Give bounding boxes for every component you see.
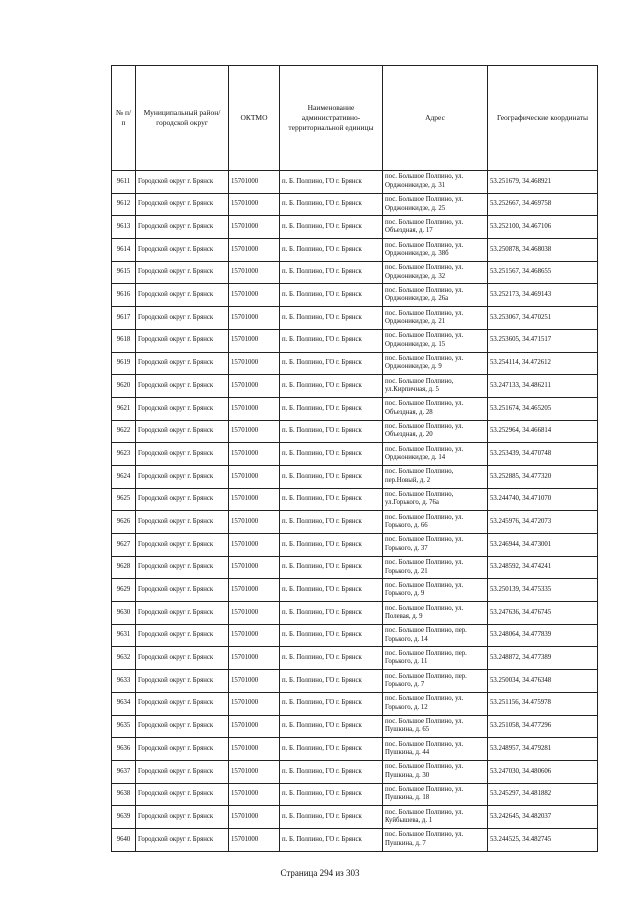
cell-district: Городской округ г. Брянск [136, 284, 229, 307]
table-row [112, 352, 598, 375]
cell-oktmo: 15701000 [229, 647, 280, 670]
cell-address: пос. Большое Полпино, ул. Орджоникидзе, д. 15 [383, 329, 488, 352]
cell-address: пос. Большое Полпино, ул. Объездная, д. 28 [383, 397, 488, 420]
cell-unit: п. Б. Полпино, ГО г. Брянск [280, 692, 383, 715]
table-row [112, 193, 598, 216]
cell-unit: п. Б. Полпино, ГО г. Брянск [280, 216, 383, 239]
cell-coords: 53.252964, 34.466814 [488, 420, 598, 443]
cell-coords: 53.250034, 34.476348 [488, 670, 598, 693]
cell-address: пос. Большое Полпино, ул. Пушкина, д. 44 [383, 738, 488, 761]
table-row [112, 738, 598, 761]
cell-num: 9615 [112, 261, 136, 284]
cell-district: Городской округ г. Брянск [136, 443, 229, 466]
cell-num: 9627 [112, 534, 136, 557]
cell-district: Городской округ г. Брянск [136, 602, 229, 625]
header-address: Адрес [383, 66, 488, 171]
cell-coords: 53.246944, 34.473001 [488, 534, 598, 557]
cell-district: Городской округ г. Брянск [136, 397, 229, 420]
table-row [112, 534, 598, 557]
cell-address: пос. Большое Полпино, ул. Горького, д. 9 [383, 579, 488, 602]
cell-address: пос. Большое Полпино, ул. Орджоникидзе, д. 14 [383, 443, 488, 466]
table-row [112, 239, 598, 262]
cell-coords: 53.253067, 34.470251 [488, 307, 598, 330]
cell-district: Городской округ г. Брянск [136, 488, 229, 511]
cell-district: Городской округ г. Брянск [136, 556, 229, 579]
cell-num: 9626 [112, 511, 136, 534]
cell-num: 9612 [112, 193, 136, 216]
cell-district: Городской округ г. Брянск [136, 511, 229, 534]
cell-address: пос. Большое Полпино, ул. Орджоникидзе, д. 26а [383, 284, 488, 307]
cell-oktmo: 15701000 [229, 760, 280, 783]
cell-num: 9630 [112, 602, 136, 625]
table-row [112, 216, 598, 239]
cell-oktmo: 15701000 [229, 465, 280, 488]
cell-district: Городской округ г. Брянск [136, 692, 229, 715]
table-row [112, 783, 598, 806]
cell-unit: п. Б. Полпино, ГО г. Брянск [280, 738, 383, 761]
table-row [112, 261, 598, 284]
cell-coords: 53.247636, 34.476745 [488, 602, 598, 625]
cell-unit: п. Б. Полпино, ГО г. Брянск [280, 488, 383, 511]
cell-oktmo: 15701000 [229, 511, 280, 534]
cell-address: пос. Большое Полпино, пер. Горького, д. 7 [383, 670, 488, 693]
cell-num: 9624 [112, 465, 136, 488]
cell-address: пос. Большое Полпино, пер. Горького, д. 14 [383, 624, 488, 647]
table-row [112, 806, 598, 829]
cell-num: 9635 [112, 715, 136, 738]
cell-coords: 53.251058, 34.477296 [488, 715, 598, 738]
cell-district: Городской округ г. Брянск [136, 579, 229, 602]
cell-address: пос. Большое Полпино, ул. Горького, д. 66 [383, 511, 488, 534]
cell-address: пос. Большое Полпино, ул. Горького, д. 21 [383, 556, 488, 579]
cell-coords: 53.252173, 34.469143 [488, 284, 598, 307]
cell-oktmo: 15701000 [229, 352, 280, 375]
cell-coords: 53.251567, 34.468655 [488, 261, 598, 284]
cell-unit: п. Б. Полпино, ГО г. Брянск [280, 534, 383, 557]
cell-oktmo: 15701000 [229, 261, 280, 284]
cell-district: Городской округ г. Брянск [136, 329, 229, 352]
cell-district: Городской округ г. Брянск [136, 465, 229, 488]
cell-address: пос. Большое Полпино, ул. Объездная, д. 20 [383, 420, 488, 443]
cell-unit: п. Б. Полпино, ГО г. Брянск [280, 397, 383, 420]
table-row [112, 579, 598, 602]
cell-district: Городской округ г. Брянск [136, 806, 229, 829]
table-row [112, 420, 598, 443]
cell-oktmo: 15701000 [229, 193, 280, 216]
cell-unit: п. Б. Полпино, ГО г. Брянск [280, 420, 383, 443]
cell-address: пос. Большое Полпино, ул. Объездная, д. 17 [383, 216, 488, 239]
header-unit: Наименование административно-территориальной единицы [280, 66, 383, 171]
cell-num: 9614 [112, 239, 136, 262]
cell-unit: п. Б. Полпино, ГО г. Брянск [280, 783, 383, 806]
cell-district: Городской округ г. Брянск [136, 352, 229, 375]
cell-unit: п. Б. Полпино, ГО г. Брянск [280, 670, 383, 693]
table-row [112, 488, 598, 511]
cell-num: 9631 [112, 624, 136, 647]
cell-address: пос. Большое Полпино, ул. Орджоникидзе, д. 25 [383, 193, 488, 216]
cell-num: 9623 [112, 443, 136, 466]
table-row [112, 602, 598, 625]
cell-oktmo: 15701000 [229, 783, 280, 806]
cell-num: 9621 [112, 397, 136, 420]
cell-oktmo: 15701000 [229, 375, 280, 398]
cell-oktmo: 15701000 [229, 579, 280, 602]
cell-oktmo: 15701000 [229, 624, 280, 647]
cell-district: Городской округ г. Брянск [136, 715, 229, 738]
cell-district: Городской округ г. Брянск [136, 239, 229, 262]
cell-unit: п. Б. Полпино, ГО г. Брянск [280, 329, 383, 352]
cell-unit: п. Б. Полпино, ГО г. Брянск [280, 760, 383, 783]
cell-coords: 53.245976, 34.472073 [488, 511, 598, 534]
header-oktmo: ОКТМО [229, 66, 280, 171]
table-row [112, 329, 598, 352]
header-coords: Географические координаты [488, 66, 598, 171]
cell-oktmo: 15701000 [229, 715, 280, 738]
table-row [112, 465, 598, 488]
page-number: Страница 294 из 303 [280, 868, 360, 878]
cell-address: пос. Большое Полпино, пер.Новый, д. 2 [383, 465, 488, 488]
cell-oktmo: 15701000 [229, 828, 280, 851]
registry-table [111, 65, 598, 852]
cell-address: пос. Большое Полпино, ул. Орджоникидзе, д. 9 [383, 352, 488, 375]
header-num: № п/п [112, 66, 136, 171]
table-row [112, 556, 598, 579]
cell-unit: п. Б. Полпино, ГО г. Брянск [280, 307, 383, 330]
cell-address: пос. Большое Полпино, ул. Пушкина, д. 65 [383, 715, 488, 738]
cell-district: Городской округ г. Брянск [136, 193, 229, 216]
cell-coords: 53.245297, 34.481882 [488, 783, 598, 806]
cell-district: Городской округ г. Брянск [136, 534, 229, 557]
header-district: Муниципальный район/городской округ [136, 66, 229, 171]
cell-num: 9629 [112, 579, 136, 602]
cell-num: 9618 [112, 329, 136, 352]
cell-oktmo: 15701000 [229, 443, 280, 466]
cell-coords: 53.248592, 34.474241 [488, 556, 598, 579]
cell-num: 9625 [112, 488, 136, 511]
cell-oktmo: 15701000 [229, 692, 280, 715]
cell-address: пос. Большое Полпино, ул. Куйбышева, д. 1 [383, 806, 488, 829]
cell-coords: 53.248957, 34.479281 [488, 738, 598, 761]
cell-unit: п. Б. Полпино, ГО г. Брянск [280, 239, 383, 262]
cell-coords: 53.242645, 34.482037 [488, 806, 598, 829]
cell-address: пос. Большое Полпино, ул. Пушкина, д. 7 [383, 828, 488, 851]
cell-oktmo: 15701000 [229, 806, 280, 829]
cell-address: пос. Большое Полпино, ул.Горького, д. 76а [383, 488, 488, 511]
cell-oktmo: 15701000 [229, 670, 280, 693]
cell-district: Городской округ г. Брянск [136, 828, 229, 851]
cell-unit: п. Б. Полпино, ГО г. Брянск [280, 465, 383, 488]
cell-unit: п. Б. Полпино, ГО г. Брянск [280, 511, 383, 534]
cell-address: пос. Большое Полпино, ул. Пушкина, д. 18 [383, 783, 488, 806]
cell-coords: 53.251674, 34.465205 [488, 397, 598, 420]
cell-oktmo: 15701000 [229, 307, 280, 330]
cell-unit: п. Б. Полпино, ГО г. Брянск [280, 556, 383, 579]
cell-unit: п. Б. Полпино, ГО г. Брянск [280, 647, 383, 670]
table-header [112, 66, 598, 171]
table-row [112, 828, 598, 851]
cell-district: Городской округ г. Брянск [136, 783, 229, 806]
table-row [112, 624, 598, 647]
cell-coords: 53.250139, 34.475335 [488, 579, 598, 602]
cell-unit: п. Б. Полпино, ГО г. Брянск [280, 715, 383, 738]
cell-unit: п. Б. Полпино, ГО г. Брянск [280, 261, 383, 284]
table-body [112, 171, 598, 852]
cell-district: Городской округ г. Брянск [136, 375, 229, 398]
cell-address: пос. Большое Полпино, ул. Горького, д. 37 [383, 534, 488, 557]
cell-coords: 53.252100, 34.467106 [488, 216, 598, 239]
cell-oktmo: 15701000 [229, 420, 280, 443]
cell-coords: 53.248872, 34.477389 [488, 647, 598, 670]
cell-district: Городской округ г. Брянск [136, 420, 229, 443]
cell-district: Городской округ г. Брянск [136, 216, 229, 239]
table-row [112, 307, 598, 330]
cell-coords: 53.253439, 34.470748 [488, 443, 598, 466]
cell-unit: п. Б. Полпино, ГО г. Брянск [280, 375, 383, 398]
table-row [112, 760, 598, 783]
cell-unit: п. Б. Полпино, ГО г. Брянск [280, 579, 383, 602]
cell-num: 9619 [112, 352, 136, 375]
table-row [112, 511, 598, 534]
cell-district: Городской округ г. Брянск [136, 738, 229, 761]
cell-num: 9637 [112, 760, 136, 783]
table-row [112, 284, 598, 307]
cell-district: Городской округ г. Брянск [136, 760, 229, 783]
cell-oktmo: 15701000 [229, 488, 280, 511]
cell-num: 9628 [112, 556, 136, 579]
cell-address: пос. Большое Полпино, ул. Пушкина, д. 30 [383, 760, 488, 783]
cell-unit: п. Б. Полпино, ГО г. Брянск [280, 193, 383, 216]
cell-coords: 53.252885, 34.477320 [488, 465, 598, 488]
cell-oktmo: 15701000 [229, 602, 280, 625]
table-row [112, 692, 598, 715]
cell-oktmo: 15701000 [229, 216, 280, 239]
cell-num: 9611 [112, 171, 136, 194]
cell-coords: 53.244525, 34.482745 [488, 828, 598, 851]
cell-num: 9622 [112, 420, 136, 443]
cell-unit: п. Б. Полпино, ГО г. Брянск [280, 624, 383, 647]
cell-num: 9638 [112, 783, 136, 806]
cell-unit: п. Б. Полпино, ГО г. Брянск [280, 171, 383, 194]
header-row [112, 66, 598, 171]
cell-district: Городской округ г. Брянск [136, 670, 229, 693]
cell-coords: 53.248064, 34.477839 [488, 624, 598, 647]
table-row [112, 715, 598, 738]
cell-address: пос. Большое Полпино, ул. Орджоникидзе, д. 32 [383, 261, 488, 284]
cell-address: пос. Большое Полпино, ул. Горького, д. 12 [383, 692, 488, 715]
cell-num: 9620 [112, 375, 136, 398]
cell-coords: 53.247030, 34.480606 [488, 760, 598, 783]
cell-unit: п. Б. Полпино, ГО г. Брянск [280, 352, 383, 375]
cell-oktmo: 15701000 [229, 738, 280, 761]
cell-coords: 53.250878, 34.468038 [488, 239, 598, 262]
cell-unit: п. Б. Полпино, ГО г. Брянск [280, 828, 383, 851]
cell-district: Городской округ г. Брянск [136, 261, 229, 284]
cell-unit: п. Б. Полпино, ГО г. Брянск [280, 443, 383, 466]
cell-num: 9632 [112, 647, 136, 670]
cell-district: Городской округ г. Брянск [136, 647, 229, 670]
table-row [112, 443, 598, 466]
cell-oktmo: 15701000 [229, 284, 280, 307]
cell-address: пос. Большое Полпино, ул. Орджоникидзе, д. 21 [383, 307, 488, 330]
table-row [112, 171, 598, 194]
cell-unit: п. Б. Полпино, ГО г. Брянск [280, 806, 383, 829]
cell-coords: 53.247133, 34.486211 [488, 375, 598, 398]
cell-address: пос. Большое Полпино, ул.Кирпичная, д. 5 [383, 375, 488, 398]
cell-oktmo: 15701000 [229, 556, 280, 579]
cell-district: Городской округ г. Брянск [136, 307, 229, 330]
table-row [112, 670, 598, 693]
cell-coords: 53.244740, 34.471070 [488, 488, 598, 511]
cell-coords: 53.251679, 34.468921 [488, 171, 598, 194]
cell-num: 9613 [112, 216, 136, 239]
cell-oktmo: 15701000 [229, 534, 280, 557]
cell-num: 9633 [112, 670, 136, 693]
cell-num: 9639 [112, 806, 136, 829]
cell-coords: 53.251156, 34.475978 [488, 692, 598, 715]
cell-oktmo: 15701000 [229, 239, 280, 262]
cell-address: пос. Большое Полпино, ул. Полевая, д. 9 [383, 602, 488, 625]
cell-unit: п. Б. Полпино, ГО г. Брянск [280, 602, 383, 625]
cell-num: 9636 [112, 738, 136, 761]
table-row [112, 397, 598, 420]
cell-oktmo: 15701000 [229, 171, 280, 194]
cell-address: пос. Большое Полпино, ул. Орджоникидзе, д. 31 [383, 171, 488, 194]
cell-unit: п. Б. Полпино, ГО г. Брянск [280, 284, 383, 307]
cell-address: пос. Большое Полпино, пер. Горького, д. 11 [383, 647, 488, 670]
cell-num: 9617 [112, 307, 136, 330]
table-row [112, 647, 598, 670]
cell-address: пос. Большое Полпино, ул. Орджоникидзе, д. 38б [383, 239, 488, 262]
cell-num: 9634 [112, 692, 136, 715]
cell-num: 9616 [112, 284, 136, 307]
cell-coords: 53.252667, 34.469758 [488, 193, 598, 216]
table-row [112, 375, 598, 398]
cell-oktmo: 15701000 [229, 329, 280, 352]
cell-num: 9640 [112, 828, 136, 851]
cell-district: Городской округ г. Брянск [136, 171, 229, 194]
cell-oktmo: 15701000 [229, 397, 280, 420]
cell-coords: 53.254114, 34.472612 [488, 352, 598, 375]
cell-coords: 53.253605, 34.471517 [488, 329, 598, 352]
cell-district: Городской округ г. Брянск [136, 624, 229, 647]
